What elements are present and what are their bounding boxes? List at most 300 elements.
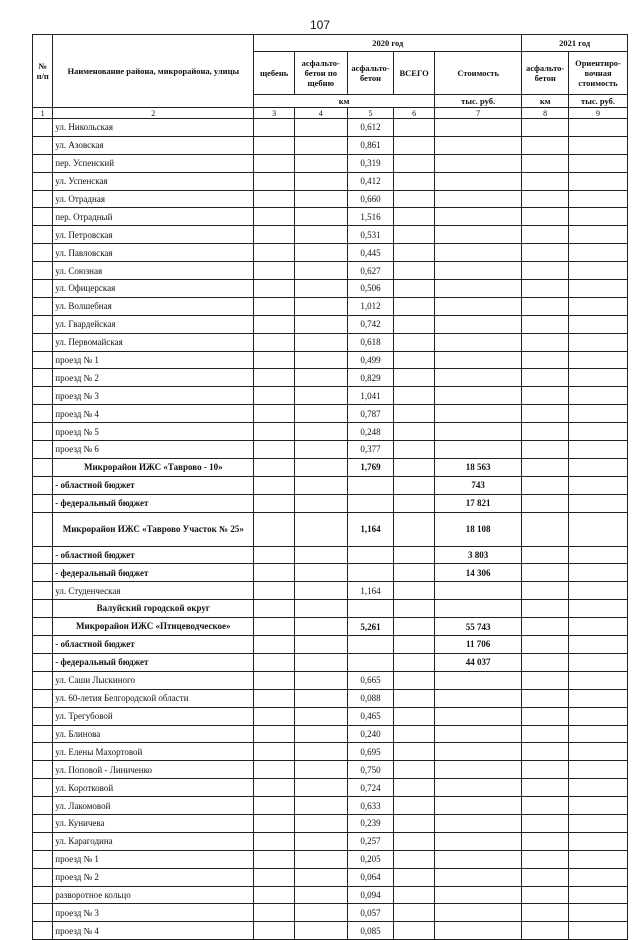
empty-cell: [254, 814, 295, 832]
table-row: [33, 653, 628, 671]
empty-cell: [254, 154, 295, 172]
km-cell: 1,041: [347, 387, 394, 405]
row-number-cell: [33, 119, 53, 137]
km-cell: 0,094: [347, 886, 394, 904]
km-cell: 0,064: [347, 868, 394, 886]
cost-cell: [434, 600, 521, 618]
table-row: [33, 405, 628, 423]
row-name-cell: ул. Офицерская: [53, 280, 254, 298]
empty-cell: [294, 797, 347, 815]
empty-cell: [254, 136, 295, 154]
empty-cell: [569, 653, 628, 671]
row-name-cell: ул. Коротковой: [53, 779, 254, 797]
empty-cell: [569, 208, 628, 226]
empty-cell: [254, 636, 295, 654]
cost-cell: [434, 190, 521, 208]
row-number-cell: [33, 636, 53, 654]
row-number-cell: [33, 494, 53, 512]
cost-cell: 17 821: [434, 494, 521, 512]
empty-cell: [522, 564, 569, 582]
empty-cell: [569, 262, 628, 280]
col-number: 3: [254, 108, 295, 119]
row-name-cell: ул. Гвардейская: [53, 315, 254, 333]
empty-cell: [394, 779, 435, 797]
empty-cell: [522, 886, 569, 904]
km-cell: 0,724: [347, 779, 394, 797]
header-asph-sheben: асфальто-бетон по щебню: [294, 52, 347, 95]
row-name-cell: - областной бюджет: [53, 546, 254, 564]
empty-cell: [522, 600, 569, 618]
empty-cell: [569, 546, 628, 564]
column-numbers-row: [33, 108, 628, 119]
km-cell: [347, 636, 394, 654]
empty-cell: [569, 280, 628, 298]
table-row: [33, 476, 628, 494]
empty-cell: [522, 814, 569, 832]
header-num: № п/п: [33, 35, 53, 108]
empty-cell: [522, 671, 569, 689]
km-cell: 0,240: [347, 725, 394, 743]
row-number-cell: [33, 564, 53, 582]
row-number-cell: [33, 904, 53, 922]
header-sheben: щебень: [254, 52, 295, 95]
col-number: 2: [53, 108, 254, 119]
empty-cell: [294, 814, 347, 832]
empty-cell: [569, 387, 628, 405]
col-number: 1: [33, 108, 53, 119]
empty-cell: [254, 226, 295, 244]
empty-cell: [522, 761, 569, 779]
row-number-cell: [33, 262, 53, 280]
empty-cell: [569, 154, 628, 172]
cost-cell: 3 803: [434, 546, 521, 564]
row-number-cell: [33, 226, 53, 244]
empty-cell: [294, 333, 347, 351]
empty-cell: [254, 333, 295, 351]
empty-cell: [522, 136, 569, 154]
header-unit-rub: тыс. руб.: [434, 95, 521, 108]
km-cell: [347, 476, 394, 494]
table-row: [33, 850, 628, 868]
row-number-cell: [33, 315, 53, 333]
empty-cell: [294, 315, 347, 333]
row-name-cell: ул. Карагодина: [53, 832, 254, 850]
empty-cell: [569, 797, 628, 815]
row-name-cell: ул. Волшебная: [53, 297, 254, 315]
empty-cell: [394, 671, 435, 689]
cost-cell: [434, 441, 521, 459]
empty-cell: [522, 904, 569, 922]
table-row: [33, 868, 628, 886]
table-row: [33, 297, 628, 315]
empty-cell: [394, 564, 435, 582]
row-name-cell: ул. Елены Махортовой: [53, 743, 254, 761]
table-row: [33, 315, 628, 333]
row-name-cell: проезд № 3: [53, 387, 254, 405]
table-row: [33, 136, 628, 154]
empty-cell: [294, 208, 347, 226]
row-number-cell: [33, 190, 53, 208]
row-name-cell: ул. Союзная: [53, 262, 254, 280]
empty-cell: [254, 172, 295, 190]
km-cell: 5,261: [347, 618, 394, 636]
empty-cell: [394, 333, 435, 351]
empty-cell: [294, 600, 347, 618]
row-number-cell: [33, 208, 53, 226]
km-cell: 0,660: [347, 190, 394, 208]
table-row: [33, 423, 628, 441]
cost-cell: [434, 119, 521, 137]
empty-cell: [394, 226, 435, 244]
empty-cell: [569, 458, 628, 476]
km-cell: 0,412: [347, 172, 394, 190]
table-row: [33, 797, 628, 815]
km-cell: 0,257: [347, 832, 394, 850]
row-number-cell: [33, 653, 53, 671]
row-name-cell: - федеральный бюджет: [53, 653, 254, 671]
empty-cell: [294, 441, 347, 459]
km-cell: 1,164: [347, 582, 394, 600]
empty-cell: [254, 904, 295, 922]
empty-cell: [522, 832, 569, 850]
empty-cell: [394, 494, 435, 512]
table-row: [33, 743, 628, 761]
empty-cell: [294, 190, 347, 208]
empty-cell: [394, 886, 435, 904]
cost-cell: [434, 369, 521, 387]
empty-cell: [254, 315, 295, 333]
empty-cell: [569, 582, 628, 600]
table-row: [33, 600, 628, 618]
row-name-cell: ул. Куничева: [53, 814, 254, 832]
row-number-cell: [33, 172, 53, 190]
empty-cell: [394, 832, 435, 850]
km-cell: 0,612: [347, 119, 394, 137]
empty-cell: [522, 154, 569, 172]
col-number: 6: [394, 108, 435, 119]
row-name-cell: - областной бюджет: [53, 476, 254, 494]
empty-cell: [294, 494, 347, 512]
empty-cell: [294, 582, 347, 600]
empty-cell: [569, 886, 628, 904]
empty-cell: [522, 850, 569, 868]
km-cell: 0,085: [347, 922, 394, 940]
km-cell: 0,499: [347, 351, 394, 369]
empty-cell: [569, 476, 628, 494]
empty-cell: [569, 333, 628, 351]
empty-cell: [254, 582, 295, 600]
header-unit-rub-2021: тыс. руб.: [569, 95, 628, 108]
empty-cell: [522, 172, 569, 190]
empty-cell: [294, 618, 347, 636]
table-row: [33, 154, 628, 172]
header-asph-2021: асфальто-бетон: [522, 52, 569, 95]
empty-cell: [254, 190, 295, 208]
empty-cell: [394, 405, 435, 423]
empty-cell: [294, 351, 347, 369]
table-row: [33, 814, 628, 832]
empty-cell: [254, 208, 295, 226]
row-number-cell: [33, 743, 53, 761]
empty-cell: [569, 564, 628, 582]
empty-cell: [522, 582, 569, 600]
row-name-cell: ул. Первомайская: [53, 333, 254, 351]
empty-cell: [394, 546, 435, 564]
empty-cell: [294, 904, 347, 922]
row-name-cell: проезд № 5: [53, 423, 254, 441]
km-cell: 0,633: [347, 797, 394, 815]
header-asph: асфальто-бетон: [347, 52, 394, 95]
col-number: 8: [522, 108, 569, 119]
empty-cell: [254, 262, 295, 280]
empty-cell: [394, 208, 435, 226]
empty-cell: [294, 653, 347, 671]
empty-cell: [394, 761, 435, 779]
table-row: [33, 618, 628, 636]
km-cell: 0,445: [347, 244, 394, 262]
table-row: [33, 369, 628, 387]
cost-cell: [434, 582, 521, 600]
header-cost: Стоимость: [434, 52, 521, 95]
table-row: [33, 280, 628, 298]
table-row: [33, 190, 628, 208]
empty-cell: [522, 797, 569, 815]
empty-cell: [569, 190, 628, 208]
empty-cell: [294, 154, 347, 172]
empty-cell: [522, 405, 569, 423]
cost-cell: [434, 707, 521, 725]
cost-cell: [434, 814, 521, 832]
col-number: 4: [294, 108, 347, 119]
cost-cell: [434, 779, 521, 797]
empty-cell: [569, 423, 628, 441]
table-row: [33, 582, 628, 600]
empty-cell: [522, 725, 569, 743]
row-number-cell: [33, 369, 53, 387]
empty-cell: [294, 262, 347, 280]
empty-cell: [394, 280, 435, 298]
row-number-cell: [33, 405, 53, 423]
cost-cell: 18 108: [434, 512, 521, 546]
empty-cell: [394, 868, 435, 886]
empty-cell: [394, 172, 435, 190]
empty-cell: [569, 244, 628, 262]
row-name-cell: проезд № 4: [53, 405, 254, 423]
empty-cell: [254, 423, 295, 441]
row-number-cell: [33, 797, 53, 815]
table-row: [33, 458, 628, 476]
km-cell: 0,506: [347, 280, 394, 298]
table-row: [33, 441, 628, 459]
empty-cell: [522, 707, 569, 725]
cost-cell: 44 037: [434, 653, 521, 671]
empty-cell: [254, 850, 295, 868]
empty-cell: [569, 512, 628, 546]
empty-cell: [522, 315, 569, 333]
empty-cell: [294, 512, 347, 546]
roads-table: [32, 34, 628, 940]
empty-cell: [294, 226, 347, 244]
km-cell: 1,012: [347, 297, 394, 315]
km-cell: 0,787: [347, 405, 394, 423]
row-name-cell: ул. Поповой - Линиченко: [53, 761, 254, 779]
empty-cell: [569, 636, 628, 654]
empty-cell: [522, 868, 569, 886]
row-number-cell: [33, 707, 53, 725]
empty-cell: [294, 458, 347, 476]
empty-cell: [294, 636, 347, 654]
row-number-cell: [33, 458, 53, 476]
km-cell: 0,239: [347, 814, 394, 832]
empty-cell: [294, 546, 347, 564]
cost-cell: 11 706: [434, 636, 521, 654]
row-number-cell: [33, 476, 53, 494]
cost-cell: [434, 154, 521, 172]
empty-cell: [522, 297, 569, 315]
cost-cell: [434, 868, 521, 886]
empty-cell: [294, 886, 347, 904]
row-number-cell: [33, 922, 53, 940]
km-cell: 0,465: [347, 707, 394, 725]
cost-cell: [434, 761, 521, 779]
empty-cell: [569, 600, 628, 618]
empty-cell: [569, 494, 628, 512]
empty-cell: [294, 244, 347, 262]
empty-cell: [569, 226, 628, 244]
cost-cell: [434, 315, 521, 333]
empty-cell: [254, 546, 295, 564]
table-row: [33, 725, 628, 743]
empty-cell: [394, 458, 435, 476]
row-name-cell: ул. Блинова: [53, 725, 254, 743]
empty-cell: [522, 423, 569, 441]
empty-cell: [522, 653, 569, 671]
empty-cell: [569, 725, 628, 743]
empty-cell: [522, 208, 569, 226]
empty-cell: [394, 441, 435, 459]
cost-cell: [434, 262, 521, 280]
cost-cell: 14 306: [434, 564, 521, 582]
empty-cell: [394, 618, 435, 636]
empty-cell: [569, 832, 628, 850]
empty-cell: [254, 868, 295, 886]
empty-cell: [394, 351, 435, 369]
empty-cell: [569, 671, 628, 689]
empty-cell: [254, 779, 295, 797]
empty-cell: [254, 689, 295, 707]
empty-cell: [394, 707, 435, 725]
row-number-cell: [33, 832, 53, 850]
table-row: [33, 761, 628, 779]
empty-cell: [254, 351, 295, 369]
row-number-cell: [33, 868, 53, 886]
km-cell: 0,205: [347, 850, 394, 868]
empty-cell: [569, 136, 628, 154]
row-name-cell: проезд № 2: [53, 868, 254, 886]
empty-cell: [294, 297, 347, 315]
row-number-cell: [33, 297, 53, 315]
row-number-cell: [33, 779, 53, 797]
cost-cell: [434, 297, 521, 315]
row-number-cell: [33, 582, 53, 600]
header-cost-2021: Ориентиро-вочная стоимость: [569, 52, 628, 95]
empty-cell: [522, 476, 569, 494]
table-row: [33, 512, 628, 546]
row-number-cell: [33, 689, 53, 707]
row-number-cell: [33, 886, 53, 904]
table-row: [33, 262, 628, 280]
col-number: 9: [569, 108, 628, 119]
empty-cell: [522, 226, 569, 244]
row-number-cell: [33, 333, 53, 351]
empty-cell: [569, 405, 628, 423]
km-cell: 0,750: [347, 761, 394, 779]
table-row: [33, 494, 628, 512]
cost-cell: [434, 405, 521, 423]
empty-cell: [569, 779, 628, 797]
row-number-cell: [33, 280, 53, 298]
empty-cell: [522, 689, 569, 707]
cost-cell: [434, 244, 521, 262]
empty-cell: [294, 850, 347, 868]
km-cell: 0,829: [347, 369, 394, 387]
empty-cell: [569, 119, 628, 137]
row-number-cell: [33, 546, 53, 564]
header-unit-km: км: [254, 95, 435, 108]
row-name-cell: Микрорайон ИЖС «Птицеводческое»: [53, 618, 254, 636]
empty-cell: [522, 262, 569, 280]
empty-cell: [254, 119, 295, 137]
km-cell: [347, 494, 394, 512]
row-name-cell: - областной бюджет: [53, 636, 254, 654]
row-number-cell: [33, 671, 53, 689]
empty-cell: [394, 904, 435, 922]
empty-cell: [394, 262, 435, 280]
empty-cell: [254, 458, 295, 476]
km-cell: 0,695: [347, 743, 394, 761]
km-cell: 1,769: [347, 458, 394, 476]
table-row: [33, 119, 628, 137]
table-row: [33, 546, 628, 564]
empty-cell: [294, 761, 347, 779]
empty-cell: [294, 743, 347, 761]
empty-cell: [294, 689, 347, 707]
empty-cell: [569, 441, 628, 459]
table-row: [33, 208, 628, 226]
empty-cell: [254, 564, 295, 582]
cost-cell: 55 743: [434, 618, 521, 636]
row-number-cell: [33, 351, 53, 369]
row-number-cell: [33, 725, 53, 743]
empty-cell: [394, 653, 435, 671]
km-cell: 0,742: [347, 315, 394, 333]
empty-cell: [394, 922, 435, 940]
row-name-cell: ул. Отрадная: [53, 190, 254, 208]
cost-cell: [434, 423, 521, 441]
row-name-cell: Микрорайон ИЖС «Таврово Участок № 25»: [53, 512, 254, 546]
empty-cell: [569, 814, 628, 832]
empty-cell: [394, 582, 435, 600]
empty-cell: [254, 405, 295, 423]
row-name-cell: пер. Отрадный: [53, 208, 254, 226]
row-name-cell: проезд № 1: [53, 351, 254, 369]
row-number-cell: [33, 244, 53, 262]
empty-cell: [569, 922, 628, 940]
empty-cell: [569, 868, 628, 886]
table-row: [33, 172, 628, 190]
row-number-cell: [33, 512, 53, 546]
empty-cell: [254, 476, 295, 494]
